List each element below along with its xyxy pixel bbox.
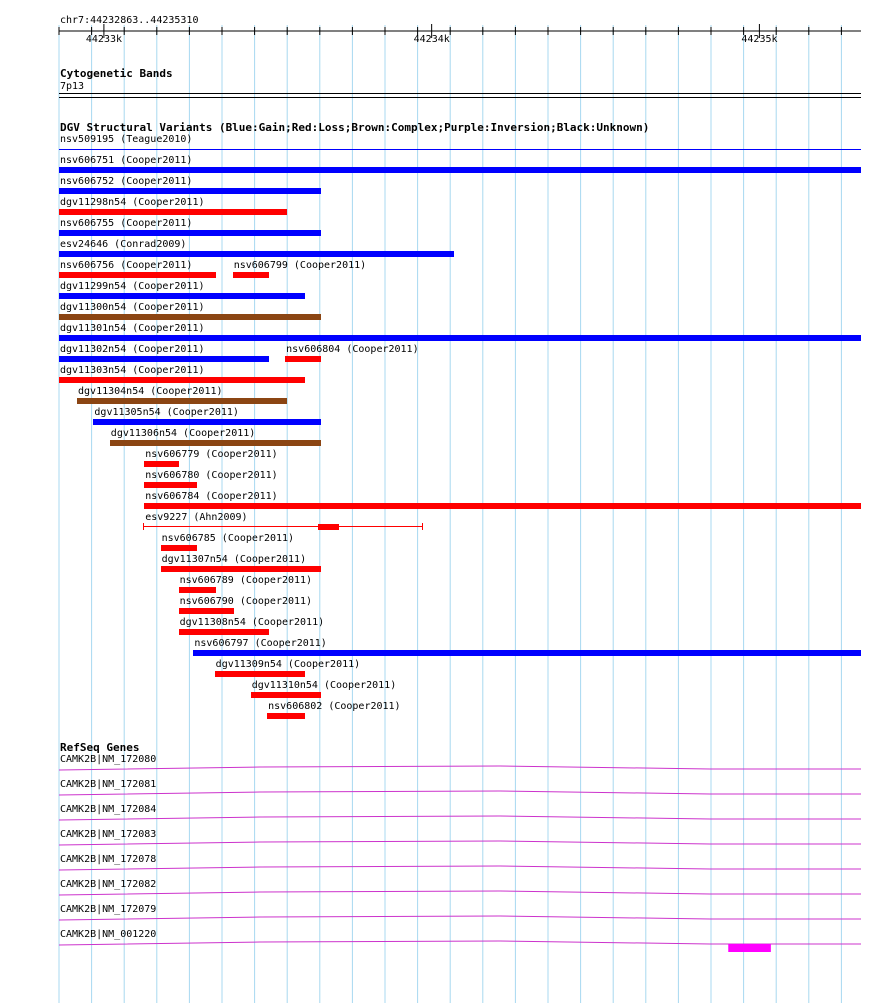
variant-bar[interactable] <box>285 356 321 362</box>
variant-label: esv9227 (Ahn2009) <box>145 512 248 523</box>
variant-bar[interactable] <box>59 314 321 320</box>
variant-bar[interactable] <box>59 293 305 299</box>
gene-intron-line <box>59 866 861 870</box>
cytoband-label: 7p13 <box>60 81 85 92</box>
variant-label: dgv11303n54 (Cooper2011) <box>60 365 205 376</box>
variant-label: esv24646 (Conrad2009) <box>60 239 187 250</box>
gene-label: CAMK2B|NM_172080 <box>60 754 157 765</box>
variant-bar[interactable] <box>59 209 287 215</box>
gene-intron-line <box>59 841 861 845</box>
variant-bar[interactable] <box>179 629 269 635</box>
variant-bar[interactable] <box>59 149 861 150</box>
variant-bar[interactable] <box>267 713 305 719</box>
variant-label: nsv606804 (Cooper2011) <box>286 344 419 355</box>
variant-bar[interactable] <box>144 482 196 488</box>
variant-label: dgv11304n54 (Cooper2011) <box>78 386 223 397</box>
variant-bar[interactable] <box>59 356 269 362</box>
gene-intron-line <box>59 891 861 895</box>
cytoband-bar[interactable] <box>59 93 861 98</box>
variant-bar[interactable] <box>59 167 861 173</box>
variant-label: dgv11299n54 (Cooper2011) <box>60 281 205 292</box>
gene-label: CAMK2B|NM_172079 <box>60 904 157 915</box>
gene-label: CAMK2B|NM_172078 <box>60 854 157 865</box>
variant-label: dgv11300n54 (Cooper2011) <box>60 302 205 313</box>
variant-label: nsv606799 (Cooper2011) <box>233 260 367 271</box>
variant-bar[interactable] <box>215 671 305 677</box>
variant-bar[interactable] <box>179 587 217 593</box>
variant-bar[interactable] <box>59 251 454 257</box>
variant-label: dgv11310n54 (Cooper2011) <box>251 680 397 691</box>
gene-exon <box>728 944 771 952</box>
variant-label: nsv606784 (Cooper2011) <box>145 491 278 502</box>
variant-label: dgv11306n54 (Cooper2011) <box>110 428 256 439</box>
gene-intron-line <box>59 816 861 820</box>
variant-label: dgv11309n54 (Cooper2011) <box>215 659 361 670</box>
variant-span-line[interactable] <box>144 526 423 527</box>
variant-bar[interactable] <box>77 398 287 404</box>
variant-label: dgv11308n54 (Cooper2011) <box>179 617 325 628</box>
variant-bar[interactable] <box>59 377 305 383</box>
gene-model[interactable] <box>0 931 890 961</box>
variant-label: nsv509195 (Teague2010) <box>60 134 193 145</box>
ruler-tick-label: 44235k <box>741 34 778 45</box>
dgv-track-title: DGV Structural Variants (Blue:Gain;Red:Loss;Brown:Complex;Purple:Inversion;Black:Unknown) <box>60 121 650 134</box>
gene-label: CAMK2B|NM_001220 <box>60 929 157 940</box>
variant-label: nsv606802 (Cooper2011) <box>268 701 401 712</box>
variant-label: dgv11307n54 (Cooper2011) <box>161 554 307 565</box>
variant-label: nsv606755 (Cooper2011) <box>60 218 193 229</box>
cytobands-track-title: Cytogenetic Bands <box>60 67 173 80</box>
variant-bar[interactable] <box>161 566 322 572</box>
variant-bar[interactable] <box>161 545 197 551</box>
ruler-tick-label: 44234k <box>413 34 450 45</box>
variant-bar[interactable] <box>93 419 321 425</box>
gene-intron-line <box>59 766 861 770</box>
variant-bar[interactable] <box>59 335 861 341</box>
variant-bar[interactable] <box>179 608 235 614</box>
position-ruler[interactable] <box>0 0 890 60</box>
variant-label: nsv606797 (Cooper2011) <box>194 638 327 649</box>
variant-bar[interactable] <box>233 272 269 278</box>
variant-label: nsv606785 (Cooper2011) <box>161 533 295 544</box>
variant-bar[interactable] <box>193 650 861 656</box>
variant-bar[interactable] <box>110 440 321 446</box>
variant-bar[interactable] <box>144 461 178 467</box>
region-label: chr7:44232863..44235310 <box>60 15 199 26</box>
variant-bar[interactable] <box>59 188 321 194</box>
variant-label: dgv11301n54 (Cooper2011) <box>60 323 205 334</box>
variant-span-cap <box>143 523 144 530</box>
variant-label: dgv11298n54 (Cooper2011) <box>60 197 205 208</box>
gene-label: CAMK2B|NM_172084 <box>60 804 157 815</box>
variant-label: nsv606779 (Cooper2011) <box>145 449 278 460</box>
variant-bar[interactable] <box>59 272 216 278</box>
variant-bar[interactable] <box>59 230 321 236</box>
variant-label: dgv11302n54 (Cooper2011) <box>60 344 205 355</box>
refseq-track-title: RefSeq Genes <box>60 741 140 754</box>
gene-intron-line <box>59 916 861 920</box>
variant-bar[interactable] <box>251 692 321 698</box>
variant-bar[interactable] <box>144 503 861 509</box>
variant-label: nsv606751 (Cooper2011) <box>60 155 193 166</box>
variant-label: nsv606790 (Cooper2011) <box>179 596 313 607</box>
variant-span-cap <box>422 523 423 530</box>
gene-label: CAMK2B|NM_172081 <box>60 779 157 790</box>
ruler-tick-label: 44233k <box>85 34 123 45</box>
gene-label: CAMK2B|NM_172083 <box>60 829 157 840</box>
variant-label: nsv606780 (Cooper2011) <box>145 470 278 481</box>
variant-label: nsv606752 (Cooper2011) <box>60 176 193 187</box>
variant-label: nsv606756 (Cooper2011) <box>60 260 193 271</box>
variant-label: nsv606789 (Cooper2011) <box>179 575 313 586</box>
gene-intron-line <box>59 791 861 795</box>
variant-bar[interactable] <box>318 524 339 530</box>
gene-label: CAMK2B|NM_172082 <box>60 879 157 890</box>
variant-label: dgv11305n54 (Cooper2011) <box>94 407 239 418</box>
